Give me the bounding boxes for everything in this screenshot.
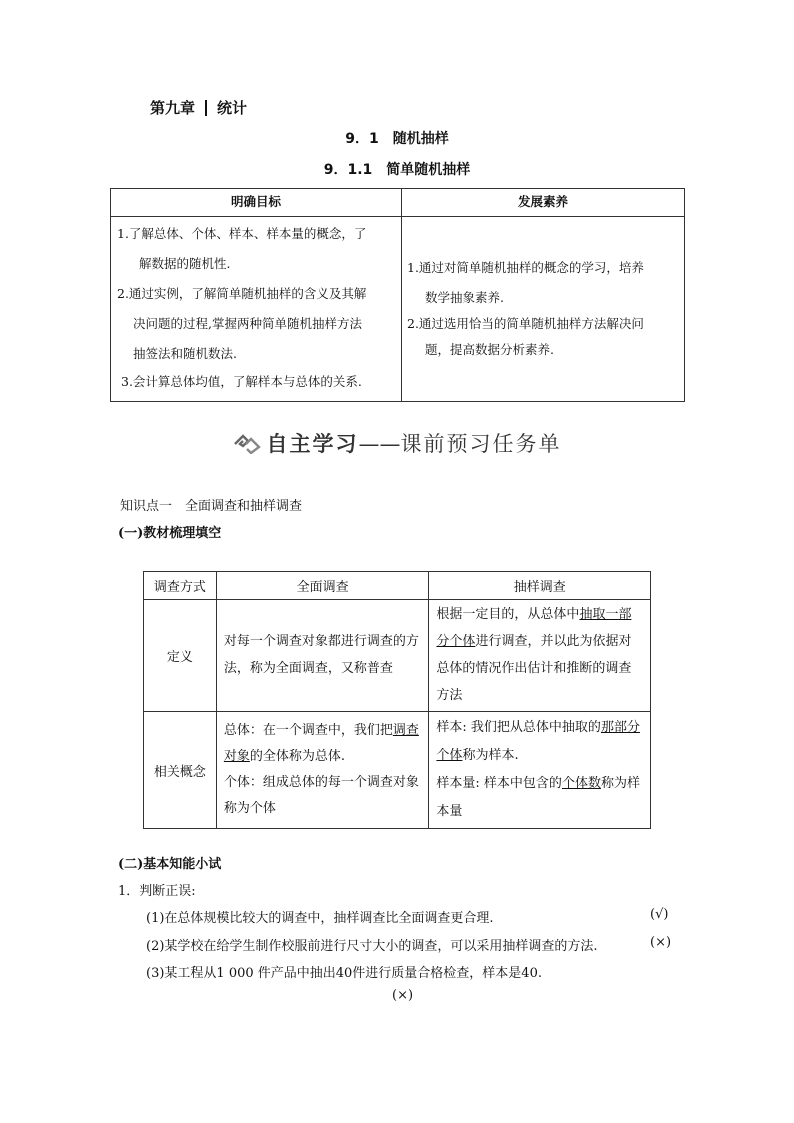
section-title: 9．1 随机抽样 xyxy=(345,131,449,147)
diamond-logo-icon xyxy=(233,434,261,459)
header-cell: 调查方式 xyxy=(144,572,217,600)
survey-table xyxy=(143,571,651,829)
text: 称为样本. xyxy=(462,747,519,763)
chapter-number: 第九章 xyxy=(150,99,196,117)
underlined-answer: 抽取一部分个体 xyxy=(436,607,632,649)
chapter-topic: 统计 xyxy=(217,99,248,117)
literacy-line: 2.通过选用恰当的简单随机抽样方法解决问 xyxy=(407,316,644,331)
question-answer: (×) xyxy=(650,935,672,950)
chapter-heading xyxy=(150,97,247,118)
banner-sub: 课前预习任务单 xyxy=(400,432,562,456)
goal-line: 抽签法和随机数法. xyxy=(133,346,237,361)
header-cell: 全面调查 xyxy=(216,572,429,600)
literacy-line: 1.通过对简单随机抽样的概念的学习，培养 xyxy=(407,260,644,275)
goals-table xyxy=(110,188,685,402)
banner-dash: —— xyxy=(358,432,401,456)
knowledge-point-title: 知识点一 全面调查和抽样调查 xyxy=(120,499,303,514)
goal-line: 2.通过实例，了解简单随机抽样的含义及其解 xyxy=(117,286,367,301)
cell-text: 对每一个调查对象都进行调查的方法，称为全面调查，又称普查 xyxy=(223,634,419,676)
table-row xyxy=(144,712,651,829)
header-cell: 抽样调查 xyxy=(429,572,651,600)
text: 根据一定目的，从总体中 xyxy=(436,607,580,622)
text: 样本量: 样本中包含的 xyxy=(436,775,562,791)
table-header-row xyxy=(144,572,651,600)
question-item: (3)某工程从1 000 件产品中抽出40件进行质量合格检查，样本是40. xyxy=(146,966,542,981)
column-divider xyxy=(401,189,402,401)
goals-header: 明确目标 xyxy=(111,189,401,217)
table-row xyxy=(144,600,651,712)
goal-line: 决问题的过程,掌握两种简单随机抽样方法 xyxy=(133,316,362,331)
question-item: (2)某学校在给学生制作校服前进行尺寸大小的调查，可以采用抽样调查的方法. xyxy=(146,939,598,954)
text: 样本: 我们把从总体中抽取的 xyxy=(436,719,601,735)
row-label: 相关概念 xyxy=(144,712,217,829)
literacy-header: 发展素养 xyxy=(402,189,684,217)
part2-title: (二)基本知能小试 xyxy=(118,857,222,872)
goal-line: 1.了解总体、个体、样本、样本量的概念，了 xyxy=(117,226,367,241)
literacy-line: 题，提高数据分析素养. xyxy=(425,342,554,357)
subsection-title: 9．1.1 简单随机抽样 xyxy=(323,162,471,178)
goal-line: 解数据的随机性. xyxy=(139,256,231,271)
underlined-answer: 调查对象 xyxy=(223,722,419,764)
question-answer: (√) xyxy=(650,907,669,922)
text: 的全体称为总体. xyxy=(249,748,345,764)
definition-full-survey xyxy=(216,600,429,712)
row-label: 定义 xyxy=(144,600,217,712)
chapter-divider xyxy=(205,100,207,116)
concepts-sample-survey xyxy=(429,712,651,829)
literacy-line: 数学抽象素养. xyxy=(425,290,504,305)
goal-line: 3.会计算总体均值，了解样本与总体的关系. xyxy=(121,374,362,389)
text: 总体：在一个调查中，我们把 xyxy=(223,722,393,738)
definition-sample-survey xyxy=(429,600,651,712)
part1-title: (一)教材梳理填空 xyxy=(118,526,222,541)
concepts-full-survey xyxy=(216,712,429,829)
text: 称为样本量 xyxy=(436,775,640,819)
question-answer: (×) xyxy=(392,988,414,1003)
underlined-answer: 个体数 xyxy=(561,775,601,791)
question-heading: 1．判断正误: xyxy=(118,884,196,899)
banner-main: 自主学习 xyxy=(266,432,359,456)
text: 个体：组成总体的每一个调查对象称为个体 xyxy=(223,774,419,816)
underlined-answer: 那部分个体 xyxy=(436,719,640,763)
question-item: (1)在总体规模比较大的调查中，抽样调查比全面调查更合理. xyxy=(146,911,494,926)
text: 进行调查，并以此为依据对总体的情况作出估计和推断的调查方法 xyxy=(436,634,632,703)
self-study-banner xyxy=(0,428,794,459)
